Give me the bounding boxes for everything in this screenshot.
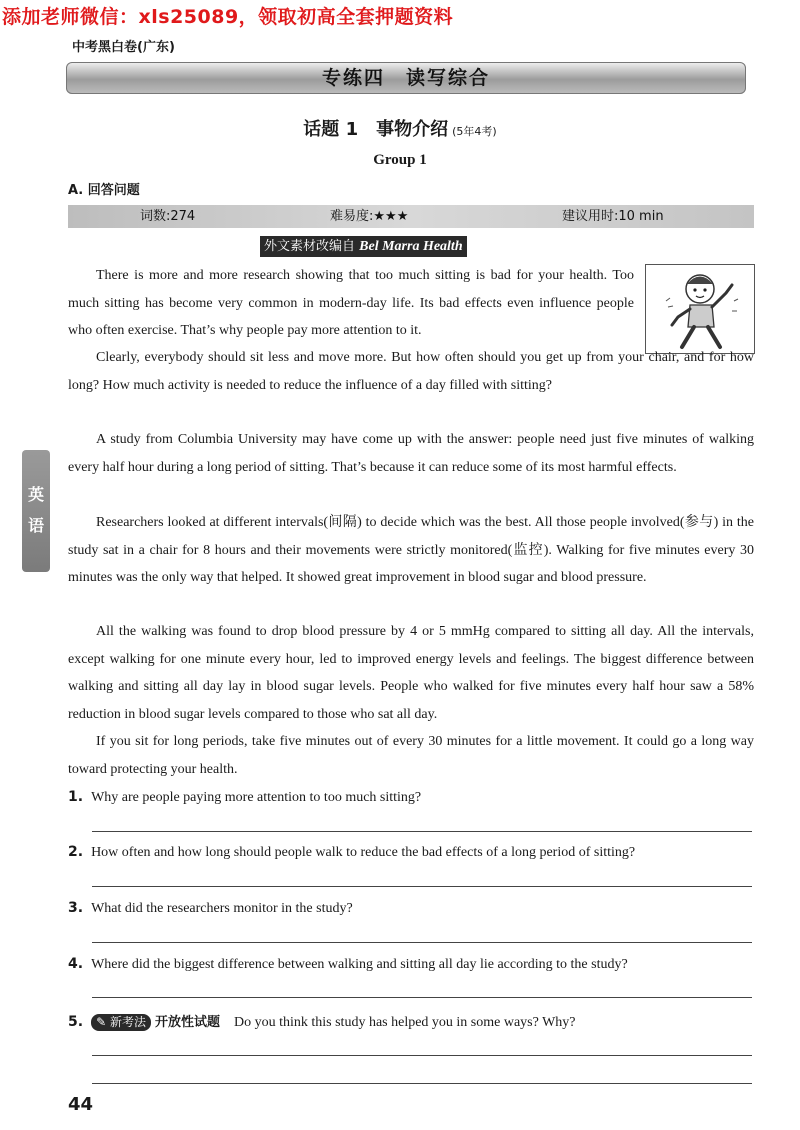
paragraph-4: Researchers looked at different intervals(间隔) to decide which was the best. All those people involved(参与) in the study sat in a chair for 8 hours and their movements were strictly monitored(监控). Walking for five minutes every 30 minutes was the only way that helped. It showed great improvement in blood sugar and blood pressure. — [68, 515, 754, 585]
source-label — [260, 236, 467, 257]
question-number: 2. — [68, 844, 84, 860]
paragraph-2: Clearly, everybody should sit less and move more. But how often should you get up from your chair, and for how long? How much activity is needed to reduce the influence of a day filled with sitting? — [68, 350, 754, 393]
subject-side-tab — [22, 450, 50, 572]
watermark-text: 添加老师微信：xls25089，领取初高全套押题资料 — [2, 6, 454, 28]
paragraph-5: All the walking was found to drop blood pressure by 4 or 5 mmHg compared to sitting all day. All the intervals, except walking for one minute every hour, led to improved energy levels and feelings. The biggest difference between walking and sitting all day lay in blood sugar levels. People who walked for five minutes every half hour saw a 58% reduction in blood sugar levels compared to those who sat all day. — [68, 624, 754, 722]
question-text: How often and how long should people walk to reduce the bad effects of a long period of sitting? — [91, 845, 636, 860]
paragraph-6: If you sit for long periods, take five minutes out of every 30 minutes for a little movement. It could go a long way toward protecting your health. — [68, 734, 754, 777]
question-number: 3. — [68, 900, 84, 916]
tag-label: 新考法 — [109, 1015, 146, 1029]
answer-line-2[interactable] — [92, 886, 752, 887]
topic-title: 话题 1 事物介绍 — [303, 119, 449, 140]
word-count: 词数:274 — [140, 209, 196, 224]
question-5 — [68, 1012, 758, 1033]
question-2 — [68, 842, 758, 863]
suggested-time: 建议用时:10 min — [562, 209, 664, 224]
paragraph-3: A study from Columbia University may have come up with the answer: people need just five minutes of walking every half hour during a long period of sitting. That’s because it can reduce some of its most harmful effects. — [68, 432, 754, 475]
new-method-tag — [91, 1014, 151, 1031]
stretching-boy-illustration — [645, 264, 755, 354]
page-number: 44 — [68, 1094, 94, 1115]
question-text: Where did the biggest difference between walking and sitting all day lie according to the study? — [91, 957, 628, 972]
answer-line-1[interactable] — [92, 831, 752, 832]
side-tab-char-1: 英 — [27, 485, 44, 504]
topic-heading — [0, 115, 800, 141]
question-4 — [68, 954, 758, 975]
difficulty: 难易度:★★★ — [330, 209, 409, 224]
question-3 — [68, 898, 758, 919]
question-text: Why are people paying more attention to too much sitting? — [91, 790, 422, 805]
question-text: Do you think this study has helped you in some ways? Why? — [233, 1015, 576, 1030]
topic-note: (5年4考) — [452, 125, 497, 138]
answer-line-3[interactable] — [92, 942, 752, 943]
side-tab-char-2: 语 — [27, 516, 44, 535]
question-number: 1. — [68, 789, 84, 805]
answer-line-5a[interactable] — [92, 1055, 752, 1056]
question-number: 5. — [68, 1014, 84, 1030]
lightbulb-icon: ✎ — [96, 1015, 107, 1029]
question-1 — [68, 787, 758, 808]
open-question-label: 开放性试题 — [154, 1015, 220, 1030]
paragraph-1: There is more and more research showing that too much sitting is bad for your health. Too much sitting has become very common in modern-day life. Its bad effects even influence people who often exercise. That’s why people pay more attention to it. — [68, 268, 634, 338]
series-title: 中考黑白卷(广东) — [72, 40, 175, 55]
source-prefix: 外文素材改编自 — [264, 239, 356, 254]
banner-title: 专练四 读写综合 — [321, 67, 490, 89]
answer-line-4[interactable] — [92, 997, 752, 998]
question-number: 4. — [68, 956, 84, 972]
answer-line-5b[interactable] — [92, 1083, 752, 1084]
section-banner — [66, 62, 746, 94]
section-label: A. 回答问题 — [68, 183, 140, 198]
info-bar — [68, 205, 754, 228]
group-title: Group 1 — [373, 152, 427, 168]
question-text: What did the researchers monitor in the study? — [91, 901, 353, 916]
source-name: Bel Marra Health — [359, 239, 463, 254]
